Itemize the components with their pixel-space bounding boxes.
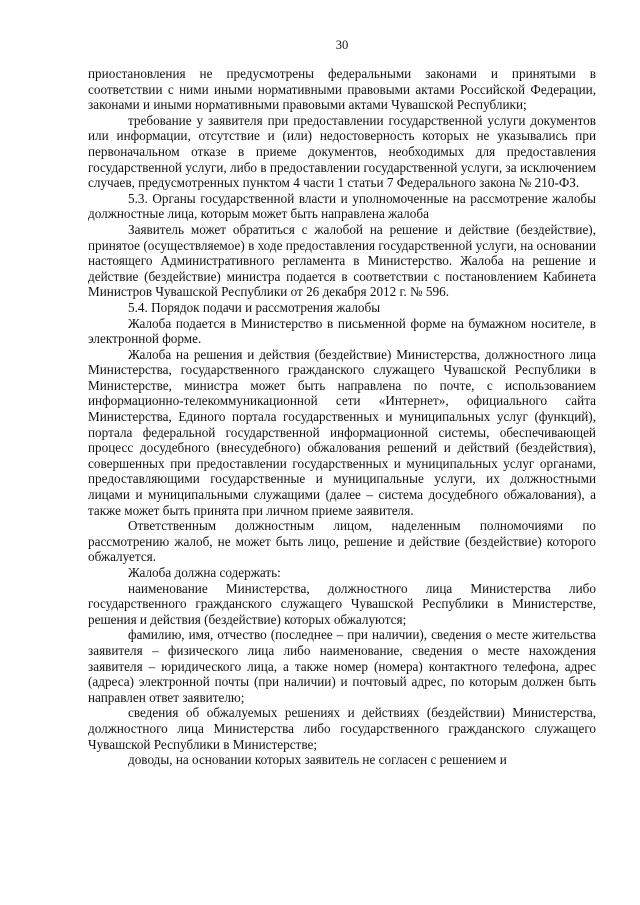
paragraph-complaint-channels: Жалоба на решения и действия (бездействие) Министерства, должностного лица Министерства, государственного гражданского служащего Чувашской Республики в Министерстве, министра может быть направлена по почте, с использованием информационно-телекоммуникационной сети «Интернет», официального сайта Министерства, Единого портала государственных и муниципальных услуг (функций), портала федеральной государственной информационной системы, обеспечивающей процесс досудебного (внесудебного) обжалования решений и действий (бездействия), совершенных при предоставлении государственных и муниципальных услуг органами, предоставляющими государственные и муниципальные услуги, их должностными лицами и муниципальными служащими (далее – система досудебного обжалования), а также может быть принята при личном приеме заявителя. bbox=[88, 346, 596, 518]
paragraph-document-requirement: требование у заявителя при предоставлении государственной услуги документов или информации, отсутствие и (или) недостоверность которых не указывались при первоначальном отказе в приеме документов, необходимых для предоставления государственной услуги, либо в предоставлении государственной услуги, за исключением случаев, предусмотренных пунктом 4 части 1 статьи 7 Федерального закона № 210-ФЗ. bbox=[88, 112, 596, 191]
paragraph-complaint-right: Заявитель может обратиться с жалобой на решение и действие (бездействие), принятое (осуществляемое) в ходе предоставления государственной услуги, на основании настоящего Административного регламента в Министерство. Жалоба на решение и действие (бездействие) министра подается в соответствии с постановлением Кабинета Министров Чувашской Республики от 26 декабря 2012 г. № 596. bbox=[88, 221, 596, 300]
paragraph-contents-item-arguments: доводы, на основании которых заявитель не согласен с решением и bbox=[128, 752, 507, 768]
paragraph-contents-item-name: наименование Министерства, должностного лица Министерства либо государственного гражданского служащего Чувашской Республики в Министерстве, решения и действия (бездействие) которых обжалуются; bbox=[88, 580, 596, 627]
section-heading-5-4: 5.4. Порядок подачи и рассмотрения жалобы bbox=[128, 299, 381, 315]
paragraph-complaint-form: Жалоба подается в Министерство в письменной форме на бумажном носителе, в электронной форме. bbox=[88, 315, 596, 347]
paragraph-contents-item-applicant: фамилию, имя, отчество (последнее – при наличии), сведения о месте жительства заявителя – физического лица либо наименование, сведения о месте нахождения заявителя – юридического лица, а также номер (номера) контактного телефона, адрес (адреса) электронной почты (при наличии) и почтовый адрес, по которым должен быть направлен ответ заявителю; bbox=[88, 627, 596, 705]
page-number: 30 bbox=[335, 38, 349, 52]
document-body bbox=[88, 66, 596, 768]
paragraph-responsible-official: Ответственным должностным лицом, наделенным полномочиями по рассмотрению жалоб, не может быть лицо, решение и действие (бездействие) которого обжалуется. bbox=[88, 518, 596, 565]
paragraph-contents-item-decisions: сведения об обжалуемых решениях и действиях (бездействии) Министерства, должностного лица Министерства либо государственного гражданского служащего Чувашской Республики в Министерстве; bbox=[88, 705, 596, 752]
document-page bbox=[88, 0, 596, 905]
section-heading-5-3: 5.3. Органы государственной власти и уполномоченные на рассмотрение жалобы должностные лица, которым может быть направлена жалоба bbox=[88, 190, 596, 222]
paragraph-suspension-grounds-end: приостановления не предусмотрены федеральными законами и принятыми в соответствии с ними иными нормативными правовыми актами Российской Федерации, законами и иными нормативными правовыми актами Чувашской Республики; bbox=[88, 66, 596, 113]
paragraph-complaint-contents-intro: Жалоба должна содержать: bbox=[128, 565, 281, 580]
